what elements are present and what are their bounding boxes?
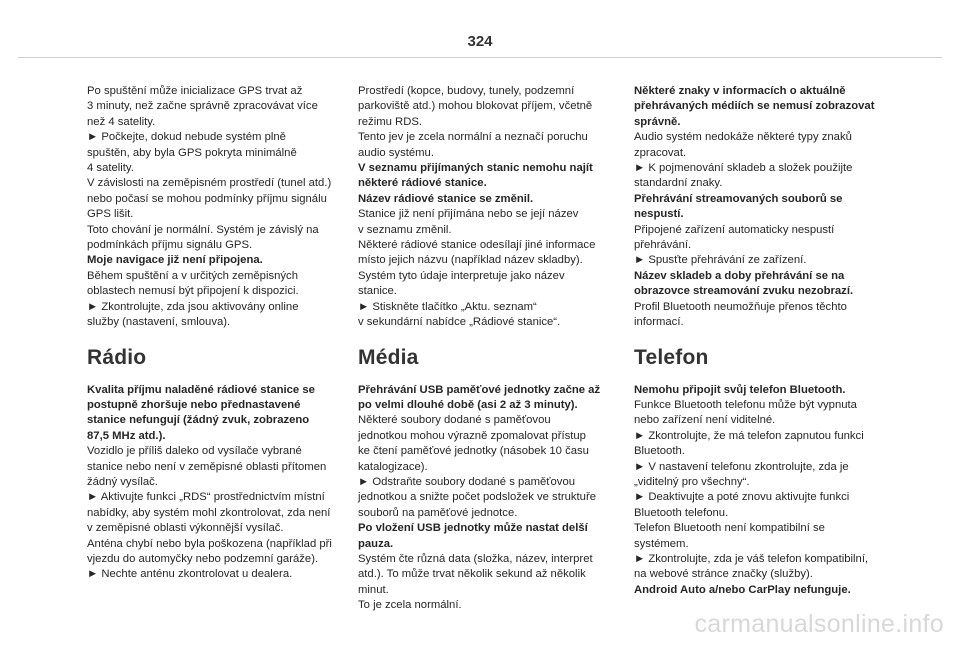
paragraph xyxy=(634,398,896,429)
text-line: GPS lišit. xyxy=(87,208,134,221)
bold-paragraph xyxy=(634,269,896,300)
paragraph xyxy=(634,460,896,491)
text-line: žádný vysílač. xyxy=(87,475,158,488)
text-line: Profil Bluetooth neumožňuje přenos těchto xyxy=(634,300,847,313)
paragraph xyxy=(634,223,896,254)
paragraph xyxy=(87,490,349,536)
text-line: atd.). To může trvat několik sekund až několik xyxy=(358,568,586,581)
paragraph xyxy=(87,300,349,331)
text-line: Některé rádiové stanice odesílají jiné informace xyxy=(358,239,596,252)
text-line: Telefon Bluetooth není kompatibilní se xyxy=(634,522,825,535)
text-line: Funkce Bluetooth telefonu může být vypnuta xyxy=(634,398,857,411)
text-line: přehrávaných médiích se nemusí zobrazovat xyxy=(634,100,875,113)
text-line: Připojené zařízení automaticky nespustí xyxy=(634,223,835,236)
text-line: Nemohu připojit svůj telefon Bluetooth. xyxy=(634,383,846,396)
text-line: režimu RDS. xyxy=(358,115,423,128)
text-line: přehrávání. xyxy=(634,239,692,252)
bold-paragraph xyxy=(634,383,896,398)
paragraph xyxy=(358,413,620,475)
text-line: Android Auto a/nebo CarPlay nefunguje. xyxy=(634,583,851,596)
column-1 xyxy=(87,84,349,583)
paragraph xyxy=(358,552,620,598)
header-divider xyxy=(18,57,942,58)
text-line: Tento jev je zcela normální a neznačí poruchu xyxy=(358,131,588,144)
text-line: zpracovat. xyxy=(634,146,687,159)
paragraph xyxy=(634,253,896,268)
text-line: ► Stiskněte tlačítko „Aktu. seznam“ xyxy=(358,300,537,313)
text-line: nespustí. xyxy=(634,208,684,221)
text-line: ► Zkontrolujte, že má telefon zapnutou funkci xyxy=(634,429,864,442)
text-line: spuštěn, aby byla GPS pokryta minimálně xyxy=(87,146,297,159)
text-line: ► Deaktivujte a poté znovu aktivujte funkci xyxy=(634,491,850,504)
text-line: obrazovce streamování zvuku nezobrazí. xyxy=(634,285,854,298)
text-line: po velmi dlouhé době (asi 2 až 3 minuty). xyxy=(358,398,578,411)
text-line: 87,5 MHz atd.). xyxy=(87,429,166,442)
text-line: Některé soubory dodané s paměťovou xyxy=(358,414,551,427)
text-line: na webové stránce značky (služby). xyxy=(634,568,813,581)
paragraph xyxy=(634,429,896,460)
text-line: souborů na paměťové jednotce. xyxy=(358,506,518,519)
text-line: ► Odstraňte soubory dodané s paměťovou xyxy=(358,475,576,488)
text-line: Bluetooth. xyxy=(634,445,685,458)
text-line: nebo zařízení není viditelné. xyxy=(634,414,776,427)
paragraph xyxy=(358,238,620,269)
paragraph xyxy=(87,537,349,568)
paragraph xyxy=(87,130,349,176)
paragraph xyxy=(358,475,620,521)
text-line: standardní znaky. xyxy=(634,177,723,190)
paragraph xyxy=(87,269,349,300)
text-line: audio systému. xyxy=(358,146,434,159)
text-line: 3 minuty, než začne správně zpracovávat více xyxy=(87,100,318,113)
bold-paragraph xyxy=(634,583,896,598)
text-line: Toto chování je normální. Systém je závislý na xyxy=(87,223,319,236)
text-line: Během spuštění a v určitých zeměpisných xyxy=(87,269,298,282)
text-line: oblastech nemusí být připojení k dispozici. xyxy=(87,285,299,298)
bold-paragraph xyxy=(634,192,896,223)
paragraph xyxy=(634,521,896,552)
paragraph xyxy=(87,176,349,222)
paragraph xyxy=(634,130,896,161)
text-line: Moje navigace již není připojena. xyxy=(87,254,263,267)
text-line: postupně zhoršuje nebo přednastavené xyxy=(87,398,301,411)
text-line: Kvalita příjmu naladěné rádiové stanice se xyxy=(87,383,315,396)
text-line: Název skladeb a doby přehrávání se na xyxy=(634,269,845,282)
text-line: ► Spusťte přehrávání ze zařízení. xyxy=(634,254,807,267)
text-line: správně. xyxy=(634,115,681,128)
paragraph xyxy=(87,444,349,490)
bold-paragraph xyxy=(358,521,620,552)
text-line: V seznamu přijímaných stanic nemohu najít xyxy=(358,162,593,175)
text-line: Anténa chybí nebo byla poškozena (například při xyxy=(87,537,332,550)
column-2 xyxy=(358,84,620,614)
text-line: stanice nebo není v zeměpisné oblasti přítomen xyxy=(87,460,327,473)
text-line: než 4 satelity. xyxy=(87,115,156,128)
text-line: v seznamu změnil. xyxy=(358,223,452,236)
text-line: stanice nefungují (žádný zvuk, zobrazeno xyxy=(87,414,310,427)
text-line: jednotkou mohou výrazně zpomalovat přístup xyxy=(358,429,586,442)
paragraph xyxy=(358,207,620,238)
text-line: v zeměpisné oblasti výkonnější vysílač. xyxy=(87,522,284,535)
text-line: Přehrávání USB paměťové jednotky začne až xyxy=(358,383,601,396)
paragraph xyxy=(634,300,896,331)
text-line: systémem. xyxy=(634,537,689,550)
text-line: Audio systém nedokáže některé typy znaků xyxy=(634,131,852,144)
text-line: ke čtení paměťové jednotky (násobek 10 času xyxy=(358,445,589,458)
text-line: pauza. xyxy=(358,537,394,550)
text-line: Prostředí (kopce, budovy, tunely, podzemní xyxy=(358,85,575,97)
text-line: Po spuštění může inicializace GPS trvat až xyxy=(87,85,303,97)
paragraph xyxy=(87,84,349,130)
text-line: Některé znaky v informacích o aktuálně xyxy=(634,85,846,97)
text-line: „viditelný pro všechny“. xyxy=(634,475,750,488)
text-line: Název rádiové stanice se změnil. xyxy=(358,192,534,205)
text-line: Vozidlo je příliš daleko od vysílače vybrané xyxy=(87,445,302,458)
bold-paragraph xyxy=(358,192,620,207)
text-line: některé rádiové stanice. xyxy=(358,177,487,190)
text-line: ► Zkontrolujte, zda jsou aktivovány online xyxy=(87,300,299,313)
section-heading: Média xyxy=(358,345,419,369)
text-line: Po vložení USB jednotky může nastat delší xyxy=(358,522,588,535)
text-line: V závislosti na zeměpisném prostředí (tunel atd.) xyxy=(87,177,332,190)
text-line: ► K pojmenování skladeb a složek použijte xyxy=(634,162,853,175)
bold-paragraph xyxy=(87,253,349,268)
paragraph xyxy=(634,552,896,583)
text-line: ► Nechte anténu zkontrolovat u dealera. xyxy=(87,568,293,581)
text-line: Stanice již není přijímána nebo se její název xyxy=(358,208,579,221)
text-line: ► Aktivujte funkci „RDS“ prostřednictvím místní xyxy=(87,491,325,504)
text-line: nabídky, aby systém mohl zkontrolovat, zda není xyxy=(87,506,331,519)
bold-paragraph xyxy=(358,383,620,414)
text-line: parkoviště atd.) mohou blokovat příjem, včetně xyxy=(358,100,593,113)
text-line: To je zcela normální. xyxy=(358,599,462,612)
section-heading: Telefon xyxy=(634,345,709,369)
bold-paragraph xyxy=(87,383,349,445)
text-line: jednotkou a snižte počet podsložek ve struktuře xyxy=(358,491,597,504)
text-line: služby (nastavení, smlouva). xyxy=(87,316,231,329)
text-line: minut. xyxy=(358,583,389,596)
paragraph xyxy=(634,490,896,521)
paragraph xyxy=(634,161,896,192)
paragraph xyxy=(358,598,620,613)
text-line: katalogizace). xyxy=(358,460,428,473)
text-line: ► V nastavení telefonu zkontrolujte, zda je xyxy=(634,460,849,473)
paragraph xyxy=(87,223,349,254)
page-number: 324 xyxy=(467,33,493,50)
bold-paragraph xyxy=(358,161,620,192)
text-line: Bluetooth telefonu. xyxy=(634,506,729,519)
watermark-text: carmanualsonline.info xyxy=(694,610,944,638)
paragraph xyxy=(358,300,620,331)
text-line: podmínkách příjmu signálu GPS. xyxy=(87,239,253,252)
text-line: Systém tyto údaje interpretuje jako název xyxy=(358,269,565,282)
text-line: 4 satelity. xyxy=(87,162,134,175)
paragraph xyxy=(358,269,620,300)
text-line: Přehrávání streamovaných souborů se xyxy=(634,192,843,205)
text-line: v sekundární nabídce „Rádiové stanice“. xyxy=(358,316,561,329)
text-line: Systém čte různá data (složka, název, interpret xyxy=(358,552,593,565)
text-line: stanice. xyxy=(358,285,397,298)
text-line: ► Počkejte, dokud nebude systém plně xyxy=(87,131,286,144)
paragraph xyxy=(358,130,620,161)
paragraph xyxy=(87,567,349,582)
paragraph xyxy=(358,84,620,130)
text-line: nebo počasí se mohou podmínky příjmu signálu xyxy=(87,192,327,205)
section-heading: Rádio xyxy=(87,345,147,369)
text-line: místo jejich názvu (například název skladby). xyxy=(358,254,583,267)
text-line: ► Zkontrolujte, zda je váš telefon kompatibilní, xyxy=(634,552,869,565)
text-line: vjezdu do automyčky nebo podzemní garáže). xyxy=(87,552,319,565)
text-line: informací. xyxy=(634,316,684,329)
column-3 xyxy=(634,84,896,598)
bold-paragraph xyxy=(634,84,896,130)
